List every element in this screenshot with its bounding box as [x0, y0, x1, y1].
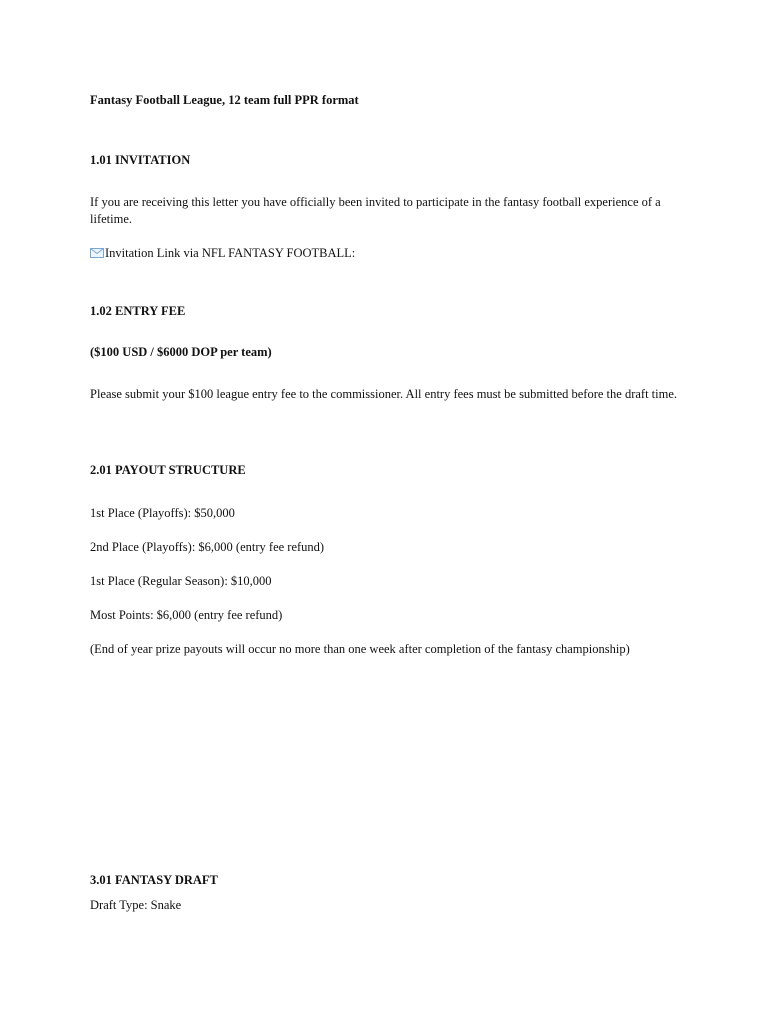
entry-fee-body: Please submit your $100 league entry fee to the commissioner. All entry fees must be submitted before the draft time.: [90, 387, 678, 401]
section-heading-draft: 3.01 FANTASY DRAFT: [90, 873, 218, 887]
invitation-link[interactable]: [90, 245, 680, 262]
payout-item: 2nd Place (Playoffs): $6,000 (entry fee refund): [90, 540, 325, 554]
section-heading-payout: 2.01 PAYOUT STRUCTURE: [90, 463, 246, 477]
payout-note: (End of year prize payouts will occur no more than one week after completion of the fantasy championship): [90, 642, 630, 656]
section-heading-entry-fee: 1.02 ENTRY FEE: [90, 304, 186, 318]
payout-item: 1st Place (Playoffs): $50,000: [90, 506, 235, 520]
invitation-link-text[interactable]: Invitation Link via NFL FANTASY FOOTBALL:: [105, 246, 356, 260]
envelope-icon: [90, 248, 104, 258]
draft-type: Draft Type: Snake: [90, 898, 182, 912]
section-heading-invitation: 1.01 INVITATION: [90, 153, 191, 167]
document-title: Fantasy Football League, 12 team full PPR format: [90, 93, 359, 107]
payout-item: Most Points: $6,000 (entry fee refund): [90, 608, 283, 622]
payout-item: 1st Place (Regular Season): $10,000: [90, 574, 272, 588]
entry-fee-amount: ($100 USD / $6000 DOP per team): [90, 345, 272, 359]
invitation-body: If you are receiving this letter you have officially been invited to participate in the fantasy football experience of a lifetime.: [90, 195, 661, 226]
